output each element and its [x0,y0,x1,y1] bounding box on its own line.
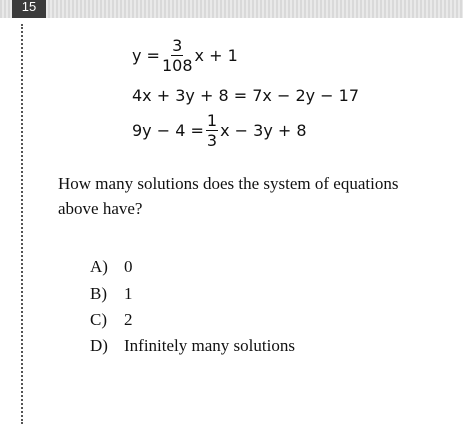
equation-1-left: y = [132,46,160,65]
question-number-badge: 15 [12,0,46,18]
equation-2-text: 4x + 3y + 8 = 7x − 2y − 17 [132,86,360,105]
equation-1-right: x + 1 [194,46,238,65]
choice-d-letter: D) [90,336,108,355]
choice-c[interactable] [90,310,133,330]
choice-b[interactable] [90,284,133,304]
equation-1-numerator: 3 [172,36,183,55]
question-text: How many solutions does the system of equations above have? [58,174,399,218]
equation-3 [132,111,307,150]
choice-a-letter: A) [90,257,108,276]
equation-3-fraction [206,111,218,150]
choice-b-text: 1 [124,284,133,303]
choice-c-text: 2 [124,310,133,329]
header-bar [0,0,463,18]
choice-a[interactable] [90,257,133,277]
equation-1 [132,36,238,75]
equation-2 [132,86,359,105]
equation-1-denominator: 108 [161,56,193,75]
equation-3-numerator: 1 [206,111,218,130]
choice-c-letter: C) [90,310,107,329]
equation-3-left: 9y − 4 = [132,121,204,140]
choice-b-letter: B) [90,284,107,303]
choice-a-text: 0 [124,257,133,276]
equation-3-denominator: 3 [206,131,218,150]
equation-1-fraction [162,36,193,75]
equation-3-right: x − 3y + 8 [220,121,307,140]
choice-d[interactable] [90,336,295,356]
choice-d-text: Infinitely many solutions [124,336,295,355]
dotted-margin-line [21,24,23,424]
